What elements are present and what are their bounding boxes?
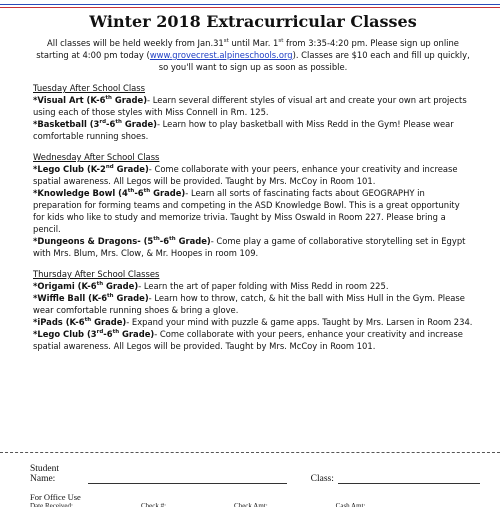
class-item: *Lego Club (K-2nd Grade)- Come collaborate with your peers, enhance your creativity and increase spatial awareness. All Legos will be provided. Taught by Mrs. McCoy in Room 101. — [33, 164, 458, 186]
class-label: Class: — [310, 474, 334, 484]
class-item: *Lego Club (3rd-6th Grade)- Come collaborate with your peers, enhance your creativity and increase spatial awareness. All Legos will be provided. Taught by Mrs. McCoy in Room 101. — [33, 329, 463, 351]
section-tuesday — [33, 82, 473, 142]
cash-amount-label: Cash Amt: — [335, 502, 366, 507]
check-amount-label: Check Amt: — [234, 502, 268, 507]
check-number-label: Check #: — [140, 502, 167, 507]
class-item: *Visual Art (K-6th Grade)- Learn several different styles of visual art and create your own art projects using each of those styles with Miss Connell in Rm. 125. — [33, 95, 467, 117]
office-use-label: For Office Use — [30, 492, 81, 502]
section-title: Wednesday After School Class — [33, 152, 160, 162]
class-item: *Basketball (3rd-6th Grade)- Learn how to play basketball with Miss Redd in the Gym! Please wear comfortable running shoes. — [33, 119, 454, 141]
section-thursday — [33, 268, 473, 352]
class-item: *Dungeons & Dragons- (5th-6th Grade)- Come play a game of collaborative storytelling set in Egypt with Mrs. Blum, Mrs. Clow, & Mr. Hoopes in room 109. — [33, 236, 466, 258]
student-name-field[interactable] — [88, 474, 287, 484]
intro-paragraph: All classes will be held weekly from Jan.31st until Mar. 1st from 3:35-4:20 pm. Please sign up online starting at 4:00 pm today (www.grovecrest.alpineschools.org). Classes are $10 each and fill up quickly, so you'll want to sign up as soon as possible. — [36, 38, 470, 72]
top-rule-blue — [0, 4, 500, 5]
section-title: Thursday After School Classes — [33, 269, 160, 279]
section-title: Tuesday After School Class — [33, 83, 146, 93]
class-item: *Origami (K-6th Grade)- Learn the art of paper folding with Miss Redd in room 225. — [33, 281, 389, 291]
signup-link[interactable]: www.grovecrest.alpineschools.org — [149, 50, 293, 60]
class-field[interactable] — [338, 474, 480, 484]
class-item: *iPads (K-6th Grade)- Expand your mind with puzzle & game apps. Taught by Mrs. Larsen in Room 234. — [33, 317, 473, 327]
class-item: *Knowledge Bowl (4th-6th Grade)- Learn all sorts of fascinating facts about GEOGRAPHY in preparation for forming teams and competing in the ASD Knowledge Bowl. This is a great opportunity for kids who like to study and memorize trivia. Taught by Miss Oswald in Room 227. Please bring a pencil. — [33, 188, 460, 234]
office-use-row — [30, 502, 480, 507]
section-wednesday — [33, 151, 473, 259]
student-name-label: Student Name: — [30, 464, 60, 484]
top-rule-red — [0, 7, 500, 8]
class-item: *Wiffle Ball (K-6th Grade)- Learn how to throw, catch, & hit the ball with Miss Hull in the Gym. Please wear comfortable running shoes & bring a glove. — [33, 293, 465, 315]
page-title: Winter 2018 Extracurricular Classes — [89, 12, 417, 31]
cut-line — [0, 452, 500, 453]
flyer — [33, 12, 473, 361]
date-received-label: Date Received: — [30, 502, 73, 507]
